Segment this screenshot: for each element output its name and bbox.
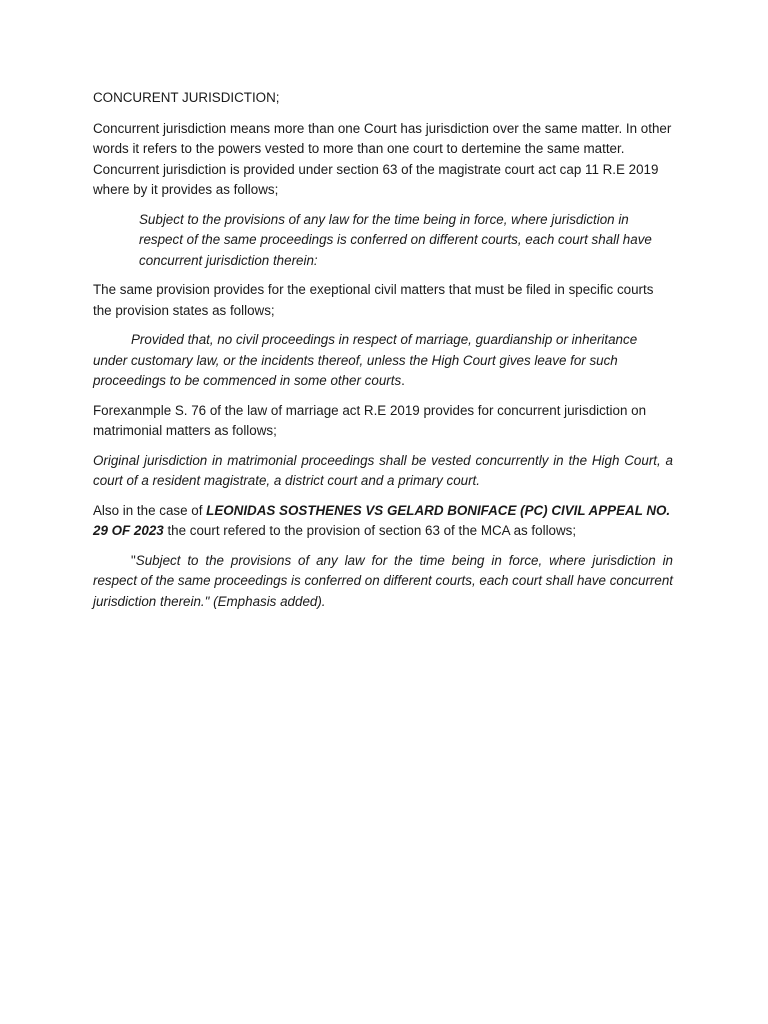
quote-open-mark: ": [131, 552, 136, 568]
quote-case-citation: [93, 551, 673, 613]
case-name: LEONIDAS SOSTHENES VS GELARD BONIFACE (PC) CIVIL APPEAL NO. 29 OF 2023: [93, 502, 671, 538]
quote-proviso: [93, 330, 673, 392]
document-page: [93, 88, 673, 621]
case-outro: the court refered to the provision of section 63 of the MCA as follows;: [163, 523, 577, 538]
paragraph-case-reference: [93, 501, 673, 542]
case-intro: Also in the case of: [93, 502, 207, 518]
quote-section-63: Subject to the provisions of any law for the time being in force, where jurisdiction in respect of the same proceedings is conferred on different courts, each court shall have concurrent jurisdiction therein:: [139, 211, 652, 268]
paragraph-example: Forexanmple S. 76 of the law of marriage act R.E 2019 provides for concurrent jurisdiction on matrimonial matters as follows;: [93, 402, 647, 438]
quote-section-76: Original jurisdiction in matrimonial proceedings shall be vested concurrently in the High Court, a court of a resident magistrate, a district court and a primary court.: [93, 452, 673, 488]
quote-case-text: Subject to the provisions of any law for the time being in force, where jurisdiction in respect of the same proceedings is conferred on different courts, each court shall have concurrent jurisdiction therein.: [93, 552, 673, 609]
document-heading: CONCURENT JURISDICTION;: [93, 90, 280, 105]
quote-proviso-text: Provided that, no civil proceedings in respect of marriage, guardianship or inheritance under customary law, or the incidents thereof, unless the High Court gives leave for such proceedings to be commenced in some other courts: [93, 332, 638, 388]
paragraph-exceptional-matters: The same provision provides for the exeptional civil matters that must be filed in specific courts the provision states as follows;: [93, 282, 654, 318]
paragraph-definition: Concurrent jurisdiction means more than one Court has jurisdiction over the same matter. In other words it refers to the powers vested to more than one court to dertemine the same matter. Concurrent jurisdiction is provided under section 63 of the magistrate court act cap 11 R.E 2019 where by it provides as follows;: [93, 120, 672, 197]
quote-proviso-end: .: [401, 373, 405, 388]
quote-close-emphasis: " (Emphasis added).: [204, 593, 326, 609]
